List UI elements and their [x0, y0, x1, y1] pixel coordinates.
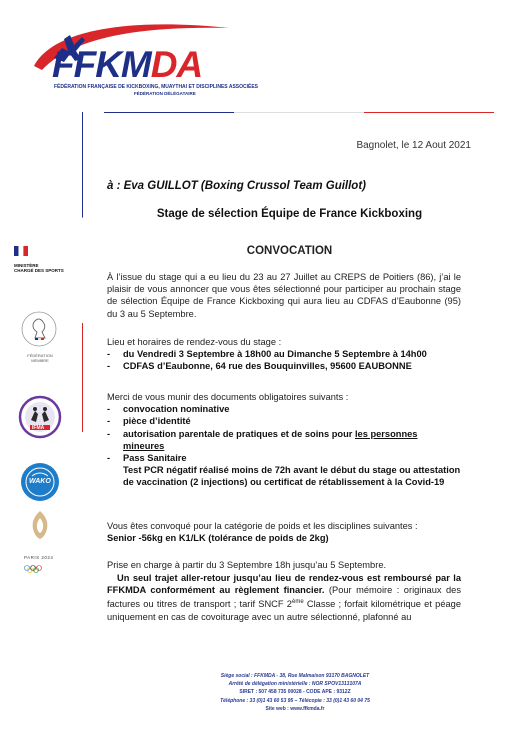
reimbursement-text-a: (Pour mémoire : originaux des factures ou titres de transport ; tarif SNCF 2 [107, 585, 461, 610]
federation-membre-logo [20, 310, 70, 363]
footer-line: Téléphone : 33 (0)1 43 60 53 95 – Télécopie : 33 (0)1 43 60 04 75 [220, 697, 370, 704]
intro-paragraph: À l’issue du stage qui a eu lieu du 23 au 27 Juillet au CREPS de Poitiers (86), j’ai le plaisir de vous annoncer que vous êtes sélectionné pour participer au prochain stage de sélection Équipe de France Kickboxing qui aura lieu au CDFAS d’Eaubonne (95) du 3 au 5 Septembre. [107, 272, 461, 319]
tricolor-rule [104, 112, 494, 113]
reimbursement-bold: Un seul trajet aller-retour jusqu’au lieu de rendez-vous est remboursé par la FFKMDA conformément au règlement financier. [107, 573, 461, 596]
ifma-emblem-icon [18, 395, 62, 439]
date-line: Bagnolet, le 12 Aout 2021 [356, 140, 471, 151]
footer-line: SIRET : 507 458 735 00028 - CODE APE : 9312Z [239, 689, 351, 696]
logo-subtitle: FÉDÉRATION FRANÇAISE DE KICKBOXING, MUAYTHAI ET DISCIPLINES ASSOCIÉES [54, 84, 259, 90]
tricolor-vertical-rule [82, 112, 83, 432]
logo-text-red: DA [150, 44, 203, 85]
paris-2024-flame-icon [22, 508, 58, 550]
category-value: Senior -56kg en K1/LK (tolérance de poids de 2kg) [107, 533, 329, 544]
reimbursement-sup: ème [291, 599, 304, 606]
pass-sanitaire-detail: Test PCR négatif réalisé moins de 72h avant le début du stage ou attestation de vaccination (2 injections) ou certificat de rétablissement à la Covid-19 [123, 465, 461, 488]
category-section [107, 520, 461, 544]
venue-list [107, 348, 467, 372]
letter-subject: Stage de sélection Équipe de France Kickboxing [156, 208, 423, 220]
reimbursement-text-b: Classe ; forfait kilométrique et péage uniquement en cas de covoiturage avec un autre sélectionné, plafonné au [107, 599, 462, 622]
recipient-line: à : Eva GUILLOT (Boxing Crussol Team Guillot) [107, 180, 366, 192]
documents-heading: Merci de vous munir des documents obligatoires suivants : [107, 392, 349, 402]
ministere-line1: MINISTÈRE [14, 263, 39, 268]
paris-2024-logo [22, 508, 62, 578]
document-item-underlined: les personnes mineures [123, 428, 418, 451]
footer [150, 672, 440, 713]
federation-membre-label: FÉDÉRATION MEMBRE [27, 353, 53, 363]
wako-logo [20, 462, 60, 507]
footer-line: Siège social : FFKMDA - 38, Rue Malmaison 93170 BAGNOLET [220, 673, 370, 679]
wako-label: WAKO [29, 478, 51, 485]
document-item-pass [107, 452, 461, 489]
document-item: - pièce d’identité [107, 415, 461, 427]
olympic-rings-icon [22, 565, 52, 573]
logo-wordmark [52, 44, 202, 86]
document-item: - convocation nominative [107, 403, 461, 415]
logo-subtitle-delegataire: FÉDÉRATION DÉLÉGATAIRE [134, 91, 196, 96]
ministere-line2: CHARGÉ DES SPORTS [14, 268, 64, 273]
prise-en-charge: Prise en charge à partir du 3 Septembre 18h jusqu’au 5 Septembre. [107, 560, 387, 570]
logo-text-blue: FFKM [52, 44, 151, 85]
ffkmda-logo [14, 18, 259, 102]
venue-section [107, 336, 467, 373]
venue-item-dates: - du Vendredi 3 Septembre à 18h00 au Dimanche 5 Septembre à 14h00 [107, 348, 467, 360]
pass-sanitaire-title: - Pass Sanitaire [123, 453, 187, 464]
reimbursement-paragraph [107, 572, 461, 623]
ifma-label: IFMA [32, 425, 45, 431]
documents-section [107, 391, 461, 489]
documents-list [107, 403, 461, 488]
ifma-logo [18, 395, 62, 444]
rooster-seal-icon [20, 310, 58, 348]
convocation-title: CONVOCATION [246, 245, 333, 257]
footer-line: Arrêté de délégation ministérielle : NOR SPOV1313107A [228, 681, 362, 688]
venue-item-address: - CDFAS d’Eaubonne, 64 rue des Bouquinvilles, 95600 EAUBONNE [107, 360, 467, 372]
footer-website: Site web : www.ffkmda.fr [265, 705, 325, 712]
paris-2024-label: PARIS 2024 [24, 555, 54, 560]
category-heading: Vous êtes convoqué pour la catégorie de poids et les disciplines suivantes : [107, 521, 418, 531]
document-item [107, 428, 461, 452]
document-item-text: autorisation parentale de pratiques et de soins pour [123, 428, 355, 439]
venue-heading: Lieu et horaires de rendez-vous du stage : [107, 337, 282, 347]
